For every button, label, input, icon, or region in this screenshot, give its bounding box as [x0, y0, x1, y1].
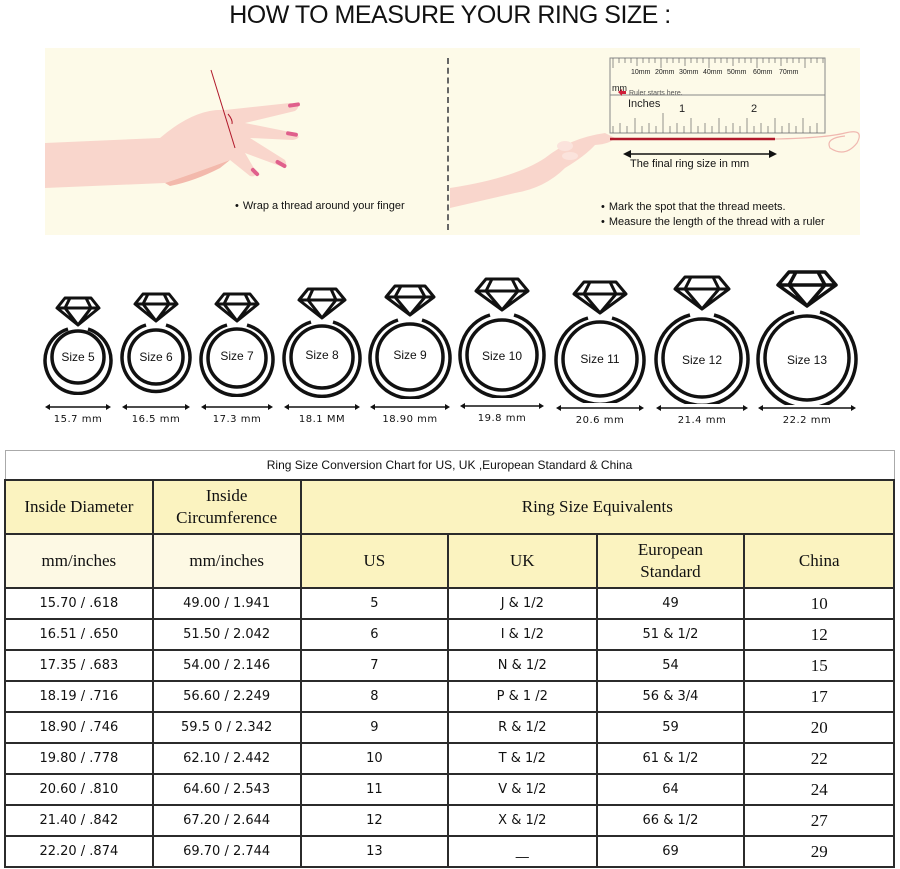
- instructions-panel: [45, 48, 860, 235]
- width-arrow-icon: [756, 404, 858, 412]
- diamond-ring-icon: [43, 295, 113, 395]
- cell-eu: 61 & 1/2: [597, 743, 745, 774]
- width-arrow-icon: [554, 404, 646, 412]
- diamond-ring-icon: [368, 283, 452, 399]
- cell-circumference: 49.00 / 1.941: [153, 588, 301, 619]
- ruler-inches-label: Inches: [628, 98, 661, 110]
- diamond-ring-icon: [120, 291, 192, 395]
- cell-diameter: 18.19 / .716: [5, 681, 153, 712]
- cell-uk: J & 1/2: [448, 588, 596, 619]
- cell-us: 5: [301, 588, 448, 619]
- ring-size-11: [554, 279, 646, 426]
- table-row: [5, 681, 894, 712]
- header-inside-circumference: Inside Circumference: [153, 480, 301, 534]
- step-mark-spot: • Mark the spot that the thread meets.: [601, 201, 786, 213]
- cell-uk: V & 1/2: [448, 774, 596, 805]
- ring-size-10: [458, 276, 546, 424]
- table-row: [5, 712, 894, 743]
- diamond-ring-icon: [654, 274, 750, 404]
- table-row: [5, 774, 894, 805]
- table-subheader-row: [5, 534, 894, 588]
- cell-diameter: 22.20 / .874: [5, 836, 153, 867]
- diamond-ring-icon: [282, 286, 362, 398]
- step-wrap-thread: • Wrap a thread around your finger: [235, 200, 405, 212]
- ring-size-label: Size 8: [305, 348, 339, 362]
- width-arrow-icon: [458, 402, 546, 410]
- cell-us: 7: [301, 650, 448, 681]
- cell-circumference: 64.60 / 2.543: [153, 774, 301, 805]
- table-caption-row: [5, 451, 894, 481]
- ring-size-illustrations: [0, 262, 900, 432]
- cell-china: 20: [744, 712, 894, 743]
- ring-mm-value: 18.1 MM: [298, 414, 346, 425]
- ring-size-label: Size 13: [786, 353, 828, 367]
- cell-eu: 51 & 1/2: [597, 619, 745, 650]
- table-row: [5, 836, 894, 867]
- width-arrow-icon: [654, 404, 750, 412]
- cell-diameter: 17.35 / .683: [5, 650, 153, 681]
- cell-uk: __: [448, 836, 596, 867]
- subheader-china: China: [744, 534, 894, 588]
- cell-eu: 54: [597, 650, 745, 681]
- cell-china: 22: [744, 743, 894, 774]
- cell-china: 27: [744, 805, 894, 836]
- table-row: [5, 619, 894, 650]
- ruler-start-note: Ruler starts here.: [629, 90, 683, 97]
- header-inside-diameter: Inside Diameter: [5, 480, 153, 534]
- ruler-mm-tick: 30mm: [679, 69, 699, 76]
- cell-circumference: 67.20 / 2.644: [153, 805, 301, 836]
- cell-eu: 69: [597, 836, 745, 867]
- subheader-circumference-unit: mm/inches: [153, 534, 301, 588]
- ring-size-label: Size 6: [139, 350, 173, 364]
- ruler-inch-tick: 1: [679, 103, 686, 115]
- subheader-us: US: [301, 534, 448, 588]
- ring-size-label: Size 10: [481, 349, 523, 363]
- ruler-mm-tick: 70mm: [779, 69, 799, 76]
- cell-uk: N & 1/2: [448, 650, 596, 681]
- ring-mm-value: 21.4 mm: [677, 415, 727, 426]
- table-row: [5, 743, 894, 774]
- width-arrow-icon: [120, 403, 192, 411]
- table-caption: Ring Size Conversion Chart for US, UK ,European Standard & China: [5, 451, 894, 481]
- cell-china: 12: [744, 619, 894, 650]
- cell-eu: 56 & 3/4: [597, 681, 745, 712]
- subheader-diameter-unit: mm/inches: [5, 534, 153, 588]
- cell-uk: T & 1/2: [448, 743, 596, 774]
- cell-china: 15: [744, 650, 894, 681]
- cell-diameter: 18.90 / .746: [5, 712, 153, 743]
- page-title: HOW TO MEASURE YOUR RING SIZE :: [229, 1, 671, 29]
- ruler-mm-label: mm: [612, 83, 627, 93]
- ruler-mm-tick: 20mm: [655, 69, 675, 76]
- table-row: [5, 588, 894, 619]
- cell-circumference: 56.60 / 2.249: [153, 681, 301, 712]
- cell-uk: X & 1/2: [448, 805, 596, 836]
- ring-mm-value: 15.7 mm: [53, 414, 103, 425]
- cell-uk: I & 1/2: [448, 619, 596, 650]
- ruler-mm-tick: 40mm: [703, 69, 723, 76]
- step-measure-thread: • Measure the length of the thread with a ruler: [601, 216, 825, 228]
- cell-eu: 66 & 1/2: [597, 805, 745, 836]
- panel-divider: [447, 58, 449, 230]
- width-arrow-icon: [368, 403, 452, 411]
- subheader-uk: UK: [448, 534, 596, 588]
- ring-size-8: [282, 286, 362, 425]
- table-row: [5, 650, 894, 681]
- ring-size-5: [43, 295, 113, 425]
- header-ring-size-equivalents: Ring Size Equivalents: [301, 480, 894, 534]
- subheader-european-standard: European Standard: [597, 534, 745, 588]
- cell-china: 29: [744, 836, 894, 867]
- cell-diameter: 20.60 / .810: [5, 774, 153, 805]
- cell-china: 10: [744, 588, 894, 619]
- cell-circumference: 69.70 / 2.744: [153, 836, 301, 867]
- ring-size-label: Size 5: [61, 350, 95, 364]
- ring-size-label: Size 9: [393, 348, 427, 362]
- cell-diameter: 15.70 / .618: [5, 588, 153, 619]
- final-size-caption: The final ring size in mm: [630, 158, 750, 170]
- cell-uk: P & 1 /2: [448, 681, 596, 712]
- cell-circumference: 59.5 0 / 2.342: [153, 712, 301, 743]
- cell-eu: 64: [597, 774, 745, 805]
- ruler-inch-tick: 2: [751, 103, 758, 115]
- ring-size-12: [654, 274, 750, 426]
- diamond-ring-icon: [199, 291, 275, 397]
- ring-size-label: Size 12: [681, 353, 723, 367]
- cell-us: 10: [301, 743, 448, 774]
- diamond-ring-icon: [756, 269, 858, 405]
- cell-us: 13: [301, 836, 448, 867]
- cell-uk: R & 1/2: [448, 712, 596, 743]
- ring-mm-value: 17.3 mm: [212, 414, 262, 425]
- width-arrow-icon: [199, 403, 275, 411]
- cell-us: 6: [301, 619, 448, 650]
- ring-mm-value: 22.2 mm: [782, 415, 832, 426]
- ruler-mm-tick: 10mm: [631, 69, 651, 76]
- cell-china: 17: [744, 681, 894, 712]
- width-arrow-icon: [282, 403, 362, 411]
- ring-size-9: [368, 283, 452, 425]
- diamond-ring-icon: [458, 276, 546, 398]
- cell-us: 8: [301, 681, 448, 712]
- cell-us: 11: [301, 774, 448, 805]
- ring-size-6: [120, 291, 192, 425]
- diamond-ring-icon: [554, 279, 646, 403]
- cell-eu: 59: [597, 712, 745, 743]
- ring-size-7: [199, 291, 275, 425]
- cell-us: 9: [301, 712, 448, 743]
- table-header-row: [5, 480, 894, 534]
- cell-diameter: 16.51 / .650: [5, 619, 153, 650]
- cell-circumference: 51.50 / 2.042: [153, 619, 301, 650]
- ring-mm-value: 16.5 mm: [131, 414, 181, 425]
- cell-us: 12: [301, 805, 448, 836]
- width-arrow-icon: [43, 403, 113, 411]
- cell-diameter: 21.40 / .842: [5, 805, 153, 836]
- cell-circumference: 54.00 / 2.146: [153, 650, 301, 681]
- ring-size-conversion-table: [4, 450, 895, 868]
- cell-diameter: 19.80 / .778: [5, 743, 153, 774]
- ring-size-13: [756, 269, 858, 426]
- ring-mm-value: 19.8 mm: [477, 413, 527, 424]
- table-row: [5, 805, 894, 836]
- ring-mm-value: 20.6 mm: [575, 415, 625, 426]
- ruler-mm-tick: 50mm: [727, 69, 747, 76]
- cell-circumference: 62.10 / 2.442: [153, 743, 301, 774]
- ring-size-label: Size 11: [580, 352, 620, 366]
- cell-china: 24: [744, 774, 894, 805]
- cell-eu: 49: [597, 588, 745, 619]
- ruler-mm-tick: 60mm: [753, 69, 773, 76]
- ring-size-label: Size 7: [220, 349, 254, 363]
- ring-mm-value: 18.90 mm: [382, 414, 438, 425]
